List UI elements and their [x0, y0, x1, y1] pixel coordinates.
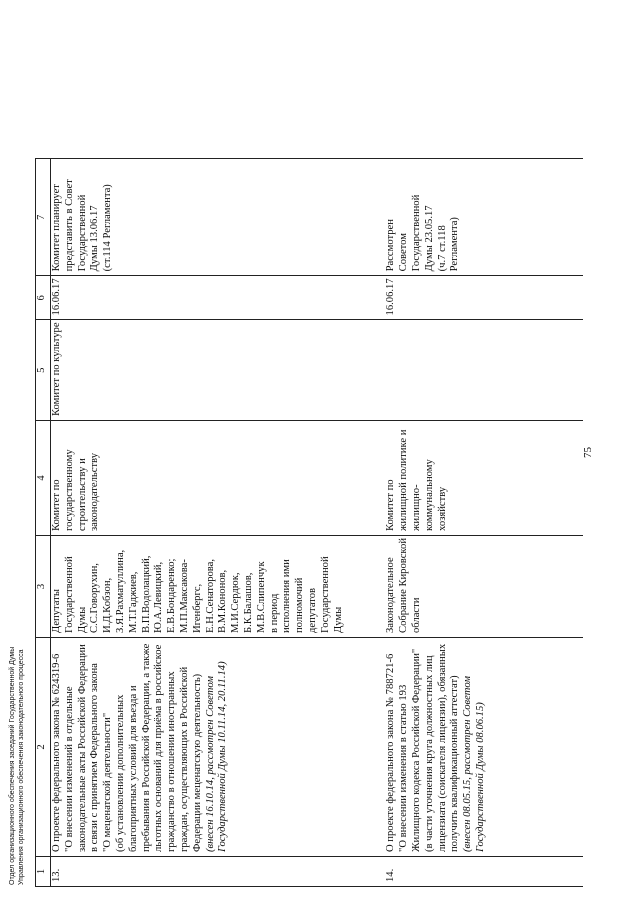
- cell-text-line: (в части уточнения круга должностных лиц: [423, 655, 435, 852]
- responsible-committee: [51, 421, 346, 536]
- responsible-committee: [345, 421, 487, 536]
- cell-text-line: коммунальному: [423, 459, 435, 531]
- cell-text-line: Депутаты: [51, 589, 62, 633]
- cell-text-line: М.И.Сердюк,: [230, 572, 242, 633]
- co-executor-committee: [51, 320, 346, 421]
- bill-description: [51, 638, 346, 857]
- cell-text-line: депутатов: [306, 587, 318, 633]
- cell-text-line: законодательству: [89, 453, 101, 531]
- cell-text-line: в связи с принятием Федерального закона: [89, 663, 101, 852]
- cell-text-line: С.С.Говорухин,: [89, 563, 101, 633]
- bill-initiators: [345, 536, 487, 638]
- table-row: [51, 159, 346, 887]
- cell-text-line: Комитет по культуре: [51, 322, 62, 416]
- cell-text-line: Государственной Думы 08.06.15): [474, 702, 486, 852]
- cell-text-line: благоприятных условий для въезда и: [127, 685, 139, 852]
- footer-line: Отдел организационного обеспечения заседаний Государственной Думы: [9, 646, 16, 885]
- cell-text-line: Регламента): [449, 217, 461, 272]
- cell-text-line: области: [410, 597, 422, 633]
- cell-text-line: Думы 23.05.17: [423, 205, 435, 272]
- cell-text-line: Государственной: [410, 194, 422, 272]
- cell-text-line: "О внесении изменения в статью 193: [398, 684, 410, 852]
- cell-text-line: "О меценатской деятельности": [102, 712, 114, 852]
- bill-initiators: [51, 536, 346, 638]
- cell-text-line: (об установлении дополнительных: [114, 694, 126, 852]
- planned-date: [51, 276, 346, 320]
- cell-text-line: Жилищного кодекса Российской Федерации": [410, 648, 422, 852]
- header-cell: 5: [36, 320, 51, 421]
- status-note: [51, 159, 346, 276]
- cell-text-line: гражданство в отношении иностранных: [166, 671, 178, 852]
- header-cell: 4: [36, 421, 51, 536]
- cell-text-line: Думы: [76, 606, 88, 633]
- bills-table: [35, 158, 583, 887]
- cell-text-line: М.Т.Гаджиев,: [127, 571, 139, 633]
- footer-line: Управления организационного обеспечения законодательного процесса: [18, 649, 25, 885]
- page-footer: [8, 647, 26, 885]
- cell-text-line: Комитет по: [51, 479, 62, 531]
- cell-text-line: Комитет по: [385, 479, 397, 531]
- cell-text-line: Государственной: [319, 556, 331, 633]
- header-cell: 3: [36, 536, 51, 638]
- cell-text-line: 16.06.17: [385, 278, 397, 316]
- cell-text-line: Ю.А.Левицкий,: [153, 561, 165, 633]
- cell-text-line: Думы 13.06.17: [89, 205, 101, 272]
- cell-text-line: Е.В.Бондаренко;: [166, 558, 178, 633]
- cell-text-line: Государственной: [76, 194, 88, 272]
- cell-text-line: О проекте федерального закона № 788721-6: [385, 653, 397, 852]
- header-cell: 2: [36, 638, 51, 857]
- cell-text-line: Комитет планирует: [51, 184, 62, 272]
- cell-text-line: Федерации меценатскую деятельность): [191, 673, 203, 852]
- cell-text-line: граждан, осуществляющих в Российской: [178, 666, 190, 852]
- cell-text-line: получить квалификационный аттестат): [449, 675, 461, 852]
- cell-text-line: (ч.7 ст.118: [436, 225, 448, 272]
- cell-text-line: пребывания в Российской Федерации, а также: [140, 643, 152, 852]
- cell-text-line: государственному: [63, 449, 75, 531]
- cell-text-line: полномочий: [294, 577, 306, 633]
- cell-text-line: Собрание Кировской: [398, 538, 410, 633]
- header-cell: 7: [36, 159, 51, 276]
- cell-text-line: Б.К.Балашов,: [242, 572, 254, 633]
- table-row: [345, 159, 487, 887]
- cell-text-line: исполнения ими: [281, 559, 293, 633]
- cell-text-line: Государственной: [63, 556, 75, 633]
- cell-text-line: "О внесении изменений в отдельные: [63, 686, 75, 852]
- cell-text-line: хозяйству: [436, 486, 448, 531]
- table-bottom-filler: [488, 159, 583, 887]
- bill-description: [345, 638, 487, 857]
- cell-text-line: Законодательное: [385, 557, 397, 633]
- cell-text-line: О проекте федерального закона № 624319-6: [51, 653, 62, 852]
- cell-text-line: законодательные акты Российской Федерации: [76, 644, 88, 852]
- cell-text-line: Государственной Думы 10.11.14, 20.11.14): [217, 661, 229, 852]
- cell-text-line: М.П.Максакова-: [178, 559, 190, 633]
- page-number: 75: [582, 447, 594, 458]
- cell-text-line: В.М.Кононов,: [217, 569, 229, 633]
- cell-text-line: 16.06.17: [51, 278, 62, 316]
- cell-text-line: З.Я.Рахматуллина,: [114, 549, 126, 633]
- cell-text-line: Советом: [398, 233, 410, 272]
- cell-text-line: строительству и: [76, 458, 88, 531]
- cell-text-line: Игенбергс,: [191, 583, 203, 633]
- cell-text-line: В.П.Водолацкий,: [140, 555, 152, 633]
- table-header-row: [36, 159, 51, 887]
- cell-text-line: (внесен 08.05.15, рассмотрен Советом: [462, 676, 474, 852]
- cell-text-line: И.Д.Кобзон,: [102, 577, 114, 633]
- cell-text-line: (внесен 16.10.14, рассмотрен Советом: [204, 676, 216, 852]
- planned-date: [345, 276, 487, 320]
- cell-text-line: жилищной политике и: [398, 429, 410, 531]
- cell-text-line: Рассмотрен: [385, 219, 397, 272]
- cell-text-line: представить в Совет: [63, 179, 75, 272]
- status-note: [345, 159, 487, 276]
- row-number: 13.: [51, 857, 346, 887]
- row-number: 14.: [345, 857, 487, 887]
- cell-text-line: М.В.Слипенчук: [255, 561, 267, 633]
- header-cell: 6: [36, 276, 51, 320]
- cell-text-line: жилищно-: [410, 484, 422, 531]
- cell-text-line: в период: [268, 593, 280, 633]
- header-cell: 1: [36, 857, 51, 887]
- cell-text-line: льготных оснований для приёма в российское: [153, 644, 165, 852]
- co-executor-committee: [345, 320, 487, 421]
- cell-text-line: лицензиата (соискателя лицензии), обязанных: [436, 643, 448, 852]
- cell-text-line: (ст.114 Регламента): [102, 184, 114, 272]
- cell-text-line: Е.Н.Сенаторова,: [204, 558, 216, 633]
- cell-text-line: Думы: [332, 606, 344, 633]
